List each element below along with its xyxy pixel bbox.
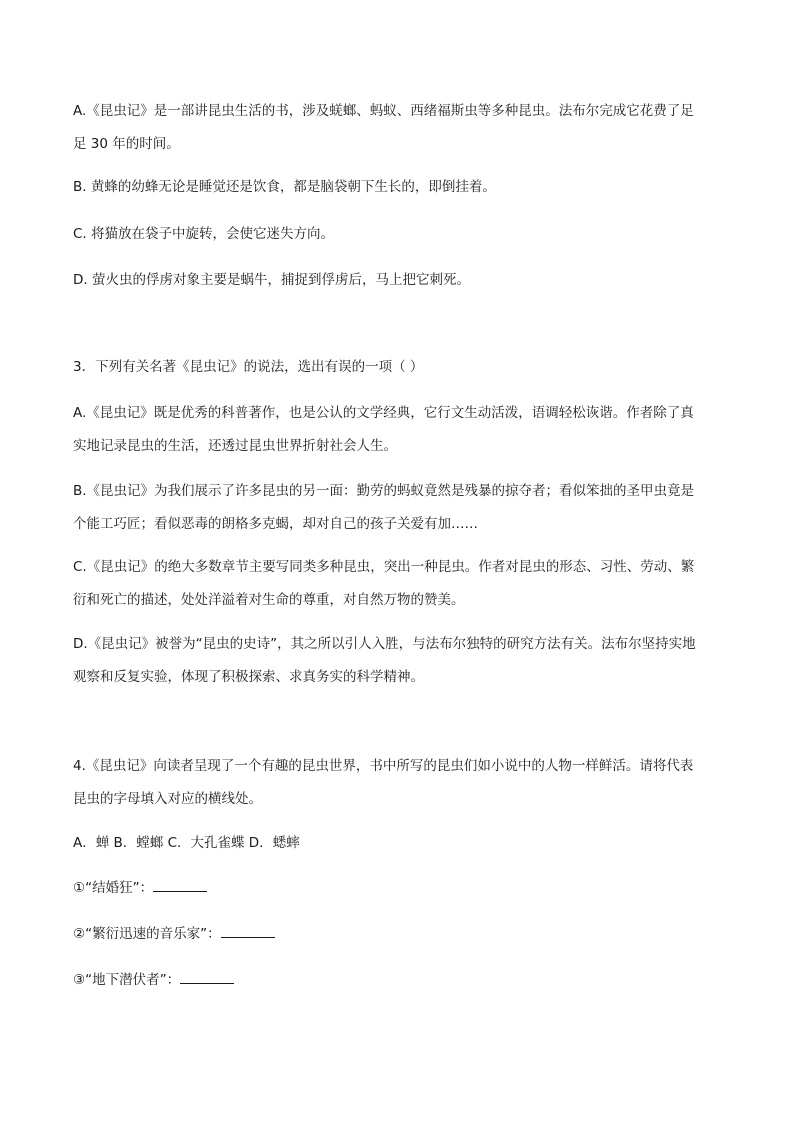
q4-blank-2: [73, 924, 723, 944]
q2-option-c: [73, 224, 723, 244]
q3-stem: [73, 357, 723, 377]
q3-option-c: [73, 557, 723, 610]
question-stem: 3．下列有关名著《昆虫记》的说法，选出有误的一项（ ）: [73, 359, 424, 375]
q4-stem: [73, 756, 723, 809]
q3-option-a: [73, 403, 723, 456]
answer-blank[interactable]: [180, 970, 234, 984]
blank-label: ①“结婚狂”：: [73, 880, 154, 896]
option-line: B.《昆虫记》为我们展示了许多昆虫的另一面：勤劳的蚂蚁竟然是残暴的掠夺者；看似笨拙的圣甲虫竟是: [73, 483, 695, 499]
option-line: C. 将猫放在袋子中旋转，会使它迷失方向。: [73, 226, 335, 242]
q2-option-b: [73, 177, 723, 197]
q4-blank-1: [73, 878, 723, 898]
option-line: 足 30 年的时间。: [73, 136, 180, 152]
option-line: A.《昆虫记》既是优秀的科普著作，也是公认的文学经典，它行文生动活泼，语调轻松诙谐。作者除了真: [73, 405, 694, 421]
q3-option-b: [73, 481, 723, 534]
q2-option-d: [73, 270, 723, 290]
option-line: C.《昆虫记》的绝大多数章节主要写同类多种昆虫，突出一种昆虫。作者对昆虫的形态、习性、劳动、繁: [73, 559, 695, 575]
option-line: 衍和死亡的描述，处处洋溢着对生命的尊重，对自然万物的赞美。: [73, 592, 465, 608]
q2-option-a: [73, 101, 723, 154]
q4-choices: [73, 833, 723, 853]
option-line: 观察和反复实验，体现了积极探索、求真务实的科学精神。: [73, 669, 424, 685]
q4-blank-3: [73, 970, 723, 990]
option-line: B. 黄蜂的幼蜂无论是睡觉还是饮食，都是脑袋朝下生长的，即倒挂着。: [73, 179, 496, 195]
option-line: D.《昆虫记》被誉为“昆虫的史诗”，其之所以引人入胜，与法布尔独特的研究方法有关。法布尔坚持实地: [73, 636, 696, 652]
answer-blank[interactable]: [153, 878, 207, 892]
q3-option-d: [73, 634, 723, 687]
blank-label: ③“地下潜伏者”：: [73, 972, 181, 988]
blank-label: ②“繁衍迅速的音乐家”：: [73, 926, 221, 942]
question-stem-line: 昆虫的字母填入对应的横线处。: [73, 791, 262, 807]
option-line: 实地记录昆虫的生活，还透过昆虫世界折射社会人生。: [73, 438, 397, 454]
option-line: D. 萤火虫的俘虏对象主要是蜗牛，捕捉到俘虏后，马上把它刺死。: [73, 272, 470, 288]
question-stem-line: 4.《昆虫记》向读者呈现了一个有趣的昆虫世界，书中所写的昆虫们如小说中的人物一样鲜活。请将代表: [73, 758, 694, 774]
answer-blank[interactable]: [221, 924, 275, 938]
option-line: 个能工巧匠；看似恶毒的朗格多克蝎，却对自己的孩子关爱有加……: [73, 516, 478, 532]
option-line: A.《昆虫记》是一部讲昆虫生活的书，涉及蜣螂、蚂蚁、西绪福斯虫等多种昆虫。法布尔完成它花费了足: [73, 103, 694, 119]
choice-list: A．蝉 B．螳螂 C．大孔雀蝶 D．蟋蟀: [73, 835, 300, 851]
